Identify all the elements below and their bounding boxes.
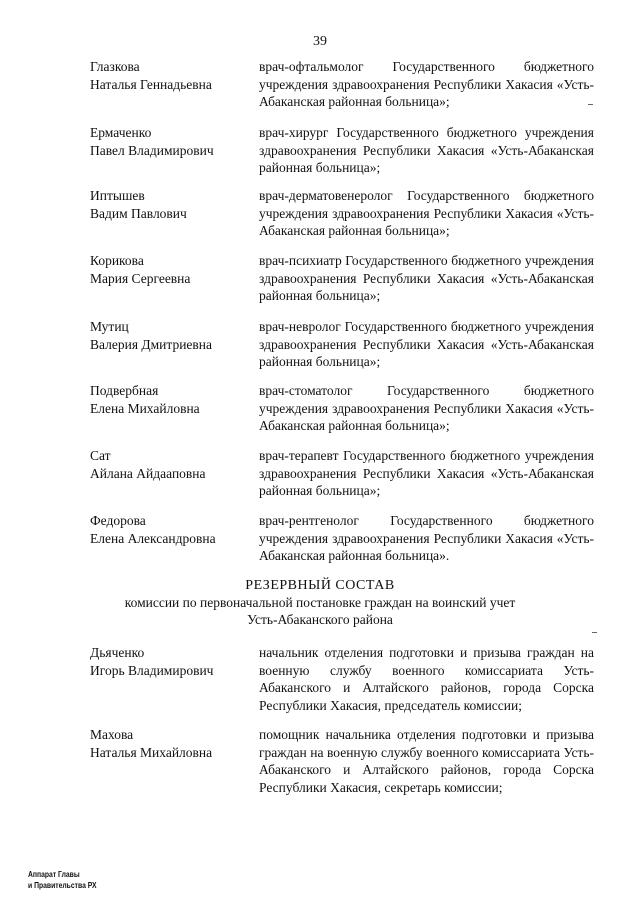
scan-mark xyxy=(588,104,593,105)
reserve-subtitle-line-2: Усть-Абаканского района xyxy=(247,612,393,627)
member-given-name: Вадим Павлович xyxy=(90,205,187,221)
member-given-name: Игорь Владимирович xyxy=(90,662,214,678)
member-name xyxy=(90,644,250,679)
stamp-line-1: Аппарат Главы xyxy=(28,869,80,879)
member-surname: Сат xyxy=(90,448,111,463)
member-surname: Федорова xyxy=(90,513,146,528)
member-name xyxy=(90,726,250,761)
member-role: врач-рентгенолог Государственного бюджетного учреждения здравоохранения Республики Хакасия «Усть-Абаканская районная больница». xyxy=(259,513,594,563)
member-role: врач-психиатр Государственного бюджетного учреждения здравоохранения Республики Хакасия «Усть-Абаканская районная больница»; xyxy=(259,253,594,303)
reserve-subtitle-line-1: комиссии по первоначальной постановке граждан на воинский учет xyxy=(124,595,516,610)
member-role: врач-дерматовенеролог Государственного бюджетного учреждения здравоохранения Республики Хакасия «Усть-Абаканская районная больница»; xyxy=(259,188,594,238)
member-name xyxy=(90,382,250,417)
member-given-name: Мария Сергеевна xyxy=(90,270,191,286)
member-surname: Ермаченко xyxy=(90,125,152,140)
page-number: 39 xyxy=(313,34,327,49)
member-given-name: Валерия Дмитриевна xyxy=(90,336,213,352)
member-role: врач-хирург Государственного бюджетного учреждения здравоохранения Республики Хакасия «Усть-Абаканская районная больница»; xyxy=(259,125,594,175)
member-name xyxy=(90,58,250,93)
member-role: врач-стоматолог Государственного бюджетного учреждения здравоохранения Республики Хакасия «Усть-Абаканская районная больница»; xyxy=(259,383,594,433)
member-given-name: Айлана Айдааповна xyxy=(90,465,206,481)
member-name xyxy=(90,252,250,287)
member-surname: Махова xyxy=(90,727,134,742)
scan-mark xyxy=(592,632,597,633)
reserve-title: РЕЗЕРВНЫЙ СОСТАВ xyxy=(245,578,395,593)
member-given-name: Наталья Геннадьевна xyxy=(90,76,212,92)
member-surname: Корикова xyxy=(90,253,144,268)
member-surname: Мутиц xyxy=(90,319,129,334)
member-given-name: Павел Владимирович xyxy=(90,142,214,158)
member-name xyxy=(90,187,250,222)
member-role: помощник начальника отделения подготовки и призыва граждан на военную службу военного комиссариата Усть-Абаканского и Алтайского районов, города Сорска Республики Хакасия, секретарь комиссии; xyxy=(259,727,594,795)
member-given-name: Елена Александровна xyxy=(90,530,216,546)
member-name xyxy=(90,124,250,159)
member-given-name: Елена Михайловна xyxy=(90,400,200,416)
reserve-section-header xyxy=(0,577,640,628)
member-name xyxy=(90,318,250,353)
member-surname: Дьяченко xyxy=(90,645,145,660)
member-surname: Подвербная xyxy=(90,383,159,398)
member-name xyxy=(90,447,250,482)
stamp-agency-mark xyxy=(28,869,97,891)
member-role: врач-терапевт Государственного бюджетного учреждения здравоохранения Республики Хакасия «Усть-Абаканская районная больница»; xyxy=(259,448,594,498)
member-role: начальник отделения подготовки и призыва граждан на военную службу военного комиссариата Усть-Абаканского и Алтайского районов, города Сорска Республики Хакасия, председатель комиссии; xyxy=(259,645,594,713)
member-role: врач-невролог Государственного бюджетного учреждения здравоохранения Республики Хакасия «Усть-Абаканская районная больница»; xyxy=(259,319,594,369)
member-given-name: Наталья Михайловна xyxy=(90,744,213,760)
stamp-line-2: и Правительства РХ xyxy=(28,880,97,890)
member-surname: Глазкова xyxy=(90,59,140,74)
member-name xyxy=(90,512,250,547)
member-surname: Иптышев xyxy=(90,188,145,203)
member-role: врач-офтальмолог Государственного бюджетного учреждения здравоохранения Республики Хакасия «Усть-Абаканская районная больница»; xyxy=(259,59,594,109)
